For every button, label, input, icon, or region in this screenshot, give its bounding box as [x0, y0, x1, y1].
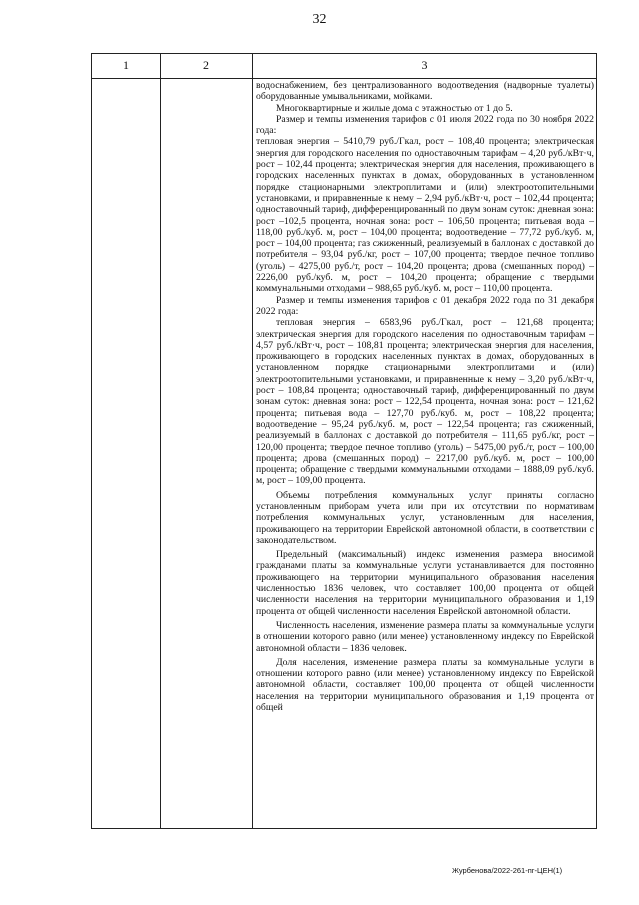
table-header-row	[92, 54, 596, 79]
paragraph: тепловая энергия – 5410,79 руб./Гкал, рост – 108,40 процента; электрическая энергия для городского населения по одноставочным тарифам – 4,20 руб./кВт·ч, рост – 102,44 процента; электрическая энергия для населения, проживающего в городских населенных пунктах в домах, оборудованных в установленном порядке стационарными электроплитами и (или) электроотопительными установками, и приравненные к нему – 2,94 руб./кВт·ч, рост – 102,44 процента; одноставочный тариф, дифференцированный по двум зонам суток: дневная зона: рост –102,5 процента, ночная зона: рост – 106,50 процента; питьевая вода – 118,00 руб./куб. м, рост – 104,00 процента; водоотведение – 77,72 руб./куб. м, рост – 104,00 процента; газ сжиженный, реализуемый в баллонах с доставкой до потребителя – 93,04 руб./кг, рост – 107,00 процента; твердое печное топливо (уголь) – 4275,00 руб./т, рост – 104,20 процента; дрова (смешанных пород) – 2226,00 руб./куб. м, рост – 104,20 процента; обращение с твердыми коммунальными отходами – 988,65 руб./куб. м, рост – 110,00 процента.	[256, 136, 594, 295]
page-number: 32	[312, 12, 327, 27]
document-table	[91, 53, 597, 829]
paragraph: тепловая энергия – 6583,96 руб./Гкал, рост – 121,68 процента; электрическая энергия для городского населения по одноставочным тарифам – 4,57 руб./кВт·ч, рост – 108,81 процента; электрическая энергия для населения, проживающего в городских населенных пунктах в домах, оборудованных в установленном порядке стационарными электроплитами и (или) электроотопительными установками, и приравненные к нему – 3,20 руб./кВт·ч, рост – 108,84 процента; одноставочный тариф, дифференцированный по двум зонам суток: дневная зона: рост – 122,54 процента, ночная зона: рост – 121,62 процента; питьевая вода – 127,70 руб./куб. м, рост – 108,22 процента; водоотведение – 95,24 руб./куб. м, рост – 122,54 процента; газ сжиженный, реализуемый в баллонах с доставкой до потребителя – 111,65 руб./кг, рост – 120,00 процента; твердое печное топливо (уголь) – 5475,00 руб./т, рост – 100,00 процента; дрова (смешанных пород) – 2217,00 руб./куб. м, рост – 100,00 процента; обращение с твердыми коммунальными отходами – 1888,09 руб./куб. м, рост – 109,00 процента.	[256, 317, 594, 487]
column-3-content	[256, 80, 594, 713]
paragraph: Численность населения, изменение размера платы за коммунальные услуги в отношении которого равно (или менее) установленному индексу по Еврейской автономной области – 1836 человек.	[256, 619, 594, 654]
paragraph: водоснабжением, без централизованного водоотведения (надворные туалеты) оборудованные умывальниками, мойками.	[256, 80, 594, 103]
paragraph: Размер и темпы изменения тарифов с 01 декабря 2022 года по 31 декабря 2022 года:	[256, 294, 594, 317]
header-cell-1: 1	[123, 58, 129, 72]
paragraph: Предельный (максимальный) индекс изменения размера вносимой гражданами платы за коммунальные услуги устанавливается для постоянно проживающего на территории муниципального образования населения численностью 1836 человек, что составляет 100,00 процента от общей численности населения на территории муниципального образования и 1,19 процента от общей численности населения Еврейской автономной области.	[256, 549, 594, 617]
paragraph: Размер и темпы изменения тарифов с 01 июля 2022 года по 30 ноября 2022 года:	[256, 113, 594, 137]
header-cell-3: 3	[421, 58, 428, 72]
paragraph: Объемы потребления коммунальных услуг приняты согласно установленным приборам учета или при их отсутствии по нормативам потребления коммунальных услуг, установленным для населения, проживающего на территории Еврейской автономной области, в соответствии с законодательством.	[256, 489, 594, 546]
document-footer: Журбенова/2022-261-пг-ЦЕН(1)	[452, 866, 563, 875]
column-divider-1	[160, 54, 161, 828]
header-cell-2: 2	[203, 58, 209, 72]
paragraph: Доля населения, изменение размера платы за коммунальные услуги в отношении которого равно (или менее) установленному индексу по Еврейской автономной области, составляет 100,00 процента от общей численности населения на территории муниципального образования и 1,19 процента от общей	[256, 656, 594, 714]
paragraph: Многоквартирные и жилые дома с этажностью от 1 до 5.	[276, 102, 513, 114]
column-divider-2	[252, 54, 253, 828]
